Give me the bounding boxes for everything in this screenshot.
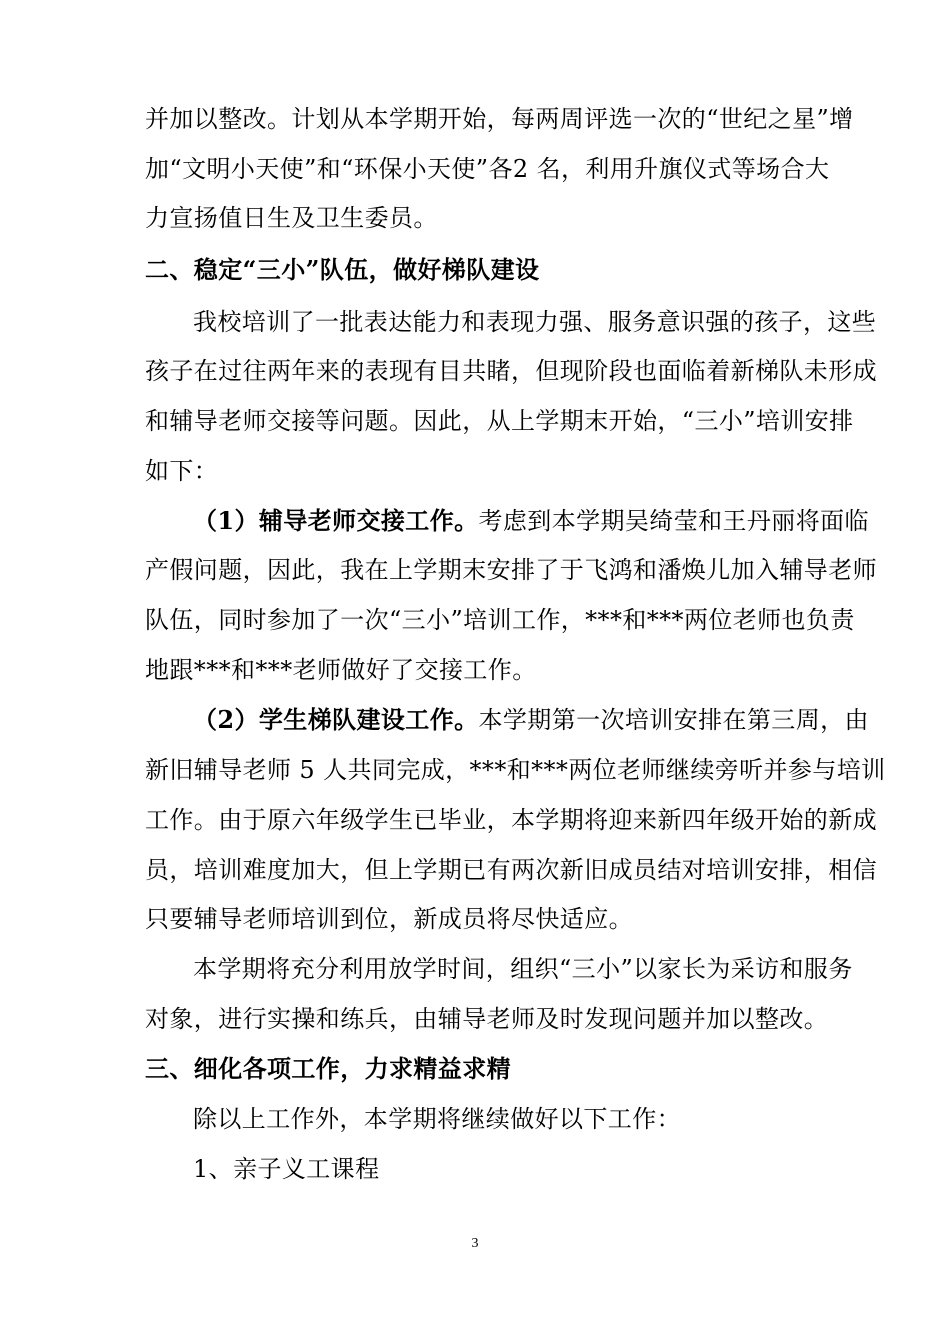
body-text: 本学期第一次培训安排在第三周，由 (478, 706, 869, 734)
body-line: 和辅导老师交接等问题。因此，从上学期末开始，“三小”培训安排 (145, 407, 854, 435)
body-line: 地跟***和***老师做好了交接工作。 (145, 656, 537, 684)
body-line: 如下： (145, 457, 219, 485)
body-line: 对象，进行实操和练兵，由辅导老师及时发现问题并加以整改。 (145, 1005, 829, 1033)
body-line: 工作。由于原六年级学生已毕业，本学期将迎来新四年级开始的新成 (145, 806, 877, 834)
body-line: 本学期将充分利用放学时间，组织“三小”以家长为采访和服务 (193, 955, 853, 983)
section-heading: 三、细化各项工作，力求精益求精 (145, 1054, 511, 1083)
body-line: 力宣扬值日生及卫生委员。 (145, 204, 438, 232)
paragraph-line (193, 506, 869, 536)
subheading: （2）学生梯队建设工作。 (193, 705, 479, 734)
list-item: 1、亲子义工课程 (193, 1155, 380, 1183)
paragraph-line (193, 705, 869, 735)
section-heading: 二、稳定“三小”队伍，做好梯队建设 (145, 255, 540, 284)
body-line: 并加以整改。计划从本学期开始，每两周评选一次的“世纪之星”增 (145, 105, 854, 133)
body-line: 产假问题，因此，我在上学期末安排了于飞鸿和潘焕儿加入辅导老师 (145, 556, 877, 584)
body-line: 只要辅导老师培训到位，新成员将尽快适应。 (145, 905, 633, 933)
body-line: 队伍，同时参加了一次“三小”培训工作，***和***两位老师也负责 (145, 606, 855, 634)
body-line: 加“文明小天使”和“环保小天使”各2 名，利用升旗仪式等场合大 (145, 155, 830, 183)
body-line: 孩子在过往两年来的表现有目共睹，但现阶段也面临着新梯队未形成 (145, 357, 877, 385)
body-text: 考虑到本学期吴绮莹和王丹丽将面临 (478, 507, 869, 535)
body-line: 除以上工作外，本学期将继续做好以下工作： (193, 1105, 681, 1133)
body-line: 新旧辅导老师 5 人共同完成，***和***两位老师继续旁听并参与培训 (145, 756, 886, 784)
subheading: （1）辅导老师交接工作。 (193, 506, 479, 535)
body-line: 我校培训了一批表达能力和表现力强、服务意识强的孩子，这些 (193, 308, 877, 336)
body-line: 员，培训难度加大，但上学期已有两次新旧成员结对培训安排，相信 (145, 856, 877, 884)
page-number: 3 (471, 1236, 479, 1251)
